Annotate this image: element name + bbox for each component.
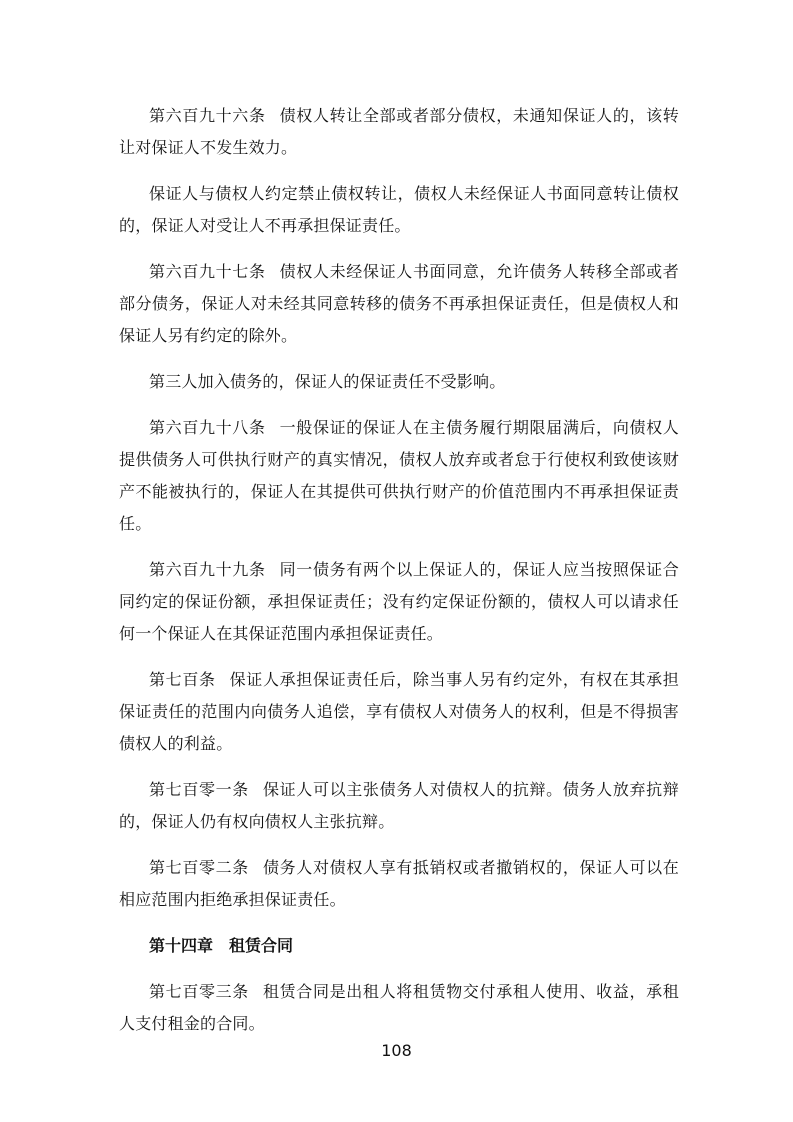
article-text: 债务人对债权人享有抵销权或者撤销权的，保证人可以在相应范围内拒绝承担保证责任。 — [119, 858, 679, 909]
article-text: 一般保证的保证人在主债务履行期限届满后，向债权人提供债务人可供执行财产的真实情况，债权人放弃或者怠于行使权利致使该财产不能被执行的，保证人在其提供可供执行财产的价值范围内不再承担保证责任。 — [119, 418, 679, 533]
article-699 — [119, 554, 679, 650]
paragraph-697-2 — [119, 366, 679, 398]
paragraph-text: 保证人与债权人约定禁止债权转让，债权人未经保证人书面同意转让债权的，保证人对受让人不再承担保证责任。 — [119, 184, 679, 235]
article-text: 保证人承担保证责任后，除当事人另有约定外，有权在其承担保证责任的范围内向债务人追偿，享有债权人对债务人的权利，但是不得损害债权人的利益。 — [119, 670, 679, 753]
article-text: 租赁合同是出租人将租赁物交付承租人使用、收益，承租人支付租金的合同。 — [119, 982, 679, 1033]
article-703 — [119, 976, 679, 1040]
article-text: 保证人可以主张债务人对债权人的抗辩。债务人放弃抗辩的，保证人仍有权向债权人主张抗辩。 — [119, 780, 679, 831]
article-text: 债权人转让全部或者部分债权，未通知保证人的，该转让对保证人不发生效力。 — [119, 106, 679, 157]
article-number: 第七百零二条 — [149, 858, 249, 877]
article-number: 第六百九十九条 — [149, 560, 266, 579]
chapter-heading — [119, 930, 679, 962]
chapter-label: 第十四章 — [149, 936, 214, 955]
article-number: 第七百零三条 — [149, 982, 249, 1001]
paragraph-text: 第三人加入债务的，保证人的保证责任不受影响。 — [149, 372, 506, 391]
article-696 — [119, 100, 679, 164]
article-number: 第七百条 — [149, 670, 216, 689]
document-body — [119, 100, 679, 1054]
article-702 — [119, 852, 679, 916]
article-number: 第六百九十七条 — [149, 262, 266, 281]
page-number: 108 — [381, 1041, 412, 1060]
chapter-title: 租赁合同 — [229, 936, 294, 955]
article-text: 同一债务有两个以上保证人的，保证人应当按照保证合同约定的保证份额，承担保证责任；没有约定保证份额的，债权人可以请求任何一个保证人在其保证范围内承担保证责任。 — [119, 560, 679, 643]
article-number: 第七百零一条 — [149, 780, 249, 799]
paragraph-696-2 — [119, 178, 679, 242]
article-number: 第六百九十六条 — [149, 106, 266, 125]
article-698 — [119, 412, 679, 540]
article-text: 债权人未经保证人书面同意，允许债务人转移全部或者部分债务，保证人对未经其同意转移的债务不再承担保证责任，但是债权人和保证人另有约定的除外。 — [119, 262, 679, 345]
article-701 — [119, 774, 679, 838]
article-697 — [119, 256, 679, 352]
article-number: 第六百九十八条 — [149, 418, 266, 437]
article-700 — [119, 664, 679, 760]
